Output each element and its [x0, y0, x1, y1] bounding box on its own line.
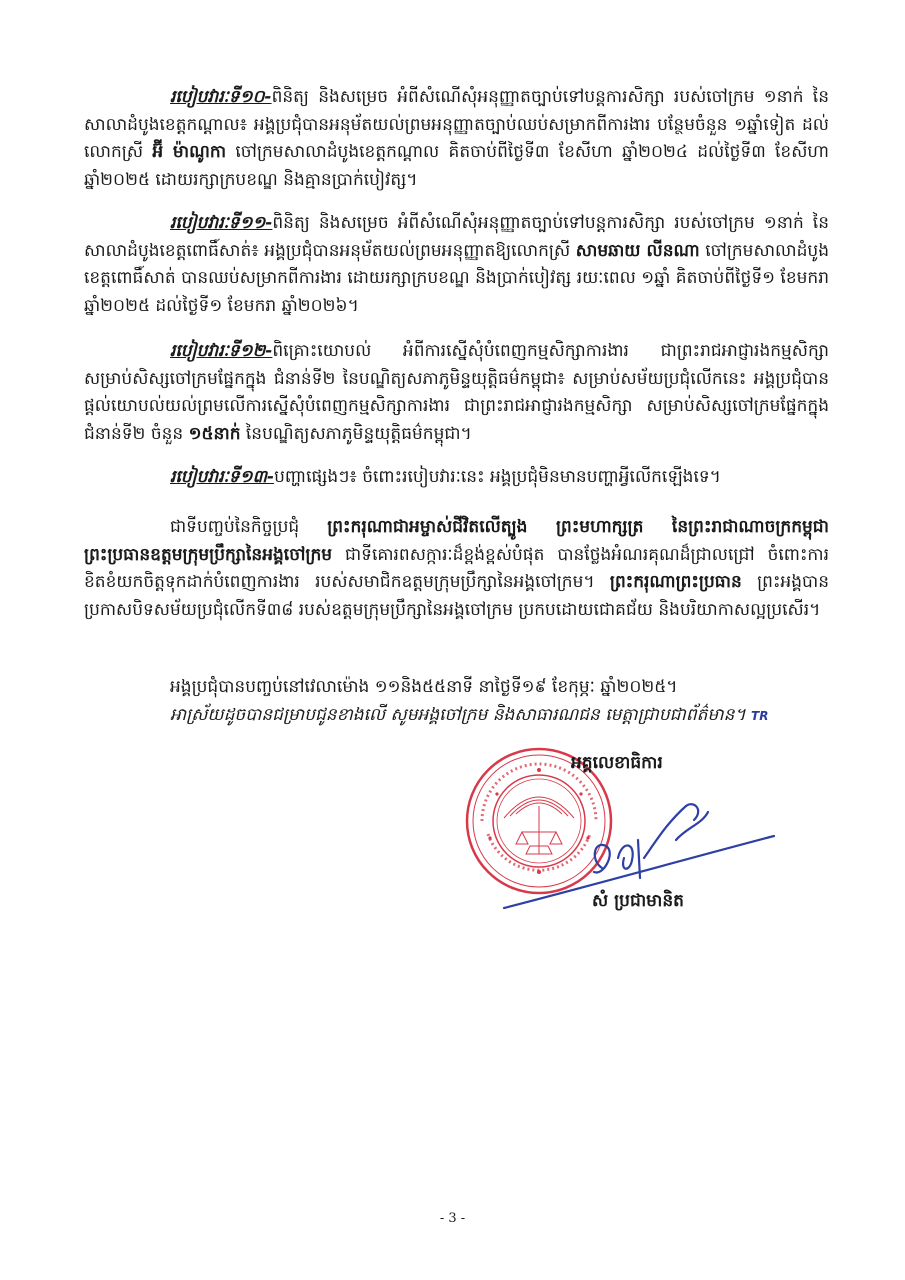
agenda-item-12-count: ១៥នាក់	[188, 423, 241, 444]
agenda-item-12-text-b: នៃបណ្ឌិត្យសភាភូមិន្ទយុត្តិធម៌កម្ពុជា។	[240, 423, 472, 444]
agenda-item-12	[84, 338, 829, 448]
closing-statement	[84, 514, 829, 624]
footnote	[84, 702, 829, 731]
closing-text-a: ជាទីបញ្ចប់នៃកិច្ចប្រជុំ	[170, 517, 328, 537]
signatory-name: សំ ប្រជាមានិត	[592, 891, 684, 911]
agenda-item-11	[84, 210, 829, 320]
footnote-paragraph	[84, 702, 829, 731]
agenda-item-12-text-a: ពិគ្រោះយោបល់ អំពីការស្នើសុំបំពេញកម្មសិក្សាការងារ ជាព្រះរាជអាជ្ញារងកម្មសិក្សា សម្រាប់សិស្សចៅក្រមផ្នែកក្នុង ជំនាន់ទី២ នៃបណ្ឌិត្យសភាភូមិន្ទយុត្តិធម៌កម្ពុជា៖ សម្រាប់សម័យប្រជុំលើកនេះ អង្គប្រជុំបានផ្ដល់យោបល់យល់ព្រមលើការស្នើសុំបំពេញកម្មសិក្សាការងារ ជាព្រះរាជអាជ្ញារងកម្មសិក្សា សម្រាប់សិស្សចៅក្រមផ្នែកក្នុង ជំនាន់ទី២ ចំនួន	[84, 341, 829, 444]
agenda-item-13-label: របៀបវារៈទី១៣-	[170, 467, 275, 487]
agenda-item-12-label: របៀបវារៈទី១២-	[170, 341, 273, 361]
closing-text-c: ព្រះអង្គបានប្រកាសបិទសម័យប្រជុំលើកទី៣៨ របស់ឧត្ដមក្រុមប្រឹក្សានៃអង្គចៅក្រម ប្រកបដោយជោគជ័យ និងបរិយាកាសល្អប្រសើរ។	[84, 572, 829, 620]
agenda-item-10	[84, 84, 829, 194]
signatory-title: អគ្គលេខាធិការ	[571, 753, 663, 773]
footnote-text: អាស្រ័យដូចបានជម្រាបជូនខាងលើ សូមអង្គចៅក្រម និងសាធារណជន មេត្តាជ្រាបជាព័ត៌មាន។	[170, 705, 746, 725]
initials-mark: TR	[751, 709, 769, 723]
agenda-item-10-paragraph	[84, 84, 829, 194]
agenda-item-13-text: បញ្ហាផ្សេងៗ៖ ចំពោះរបៀបវារៈនេះ អង្គប្រជុំមិនមានបញ្ហាអ្វីលើកឡើងទេ។	[274, 467, 721, 487]
agenda-item-11-text-b: ចៅក្រមសាលាដំបូងខេត្តពោធិ៍សាត់ បានឈប់សម្រាកពីការងារ ដោយរក្សាក្របខណ្ឌ និងប្រាក់បៀវត្ស រយៈពេល ១ឆ្នាំ គិតចាប់ពីថ្ងៃទី១ ខែមករា ឆ្នាំ២០២៥ ដល់ថ្ងៃទី១ ខែមករា ឆ្នាំ២០២៦។	[84, 240, 830, 316]
agenda-item-10-text-b: ចៅក្រមសាលាដំបូងខេត្តកណ្ដាល គិតចាប់ពីថ្ងៃទី៣ ខែសីហា ឆ្នាំ២០២៤ ដល់ថ្ងៃទី៣ ខែសីហា ឆ្នាំ២០២៥ ដោយរក្សាក្របខណ្ឌ និងគ្មានប្រាក់បៀវត្ស។	[84, 142, 829, 190]
closing-paragraph	[84, 514, 829, 624]
meeting-end-line	[84, 674, 829, 702]
agenda-item-11-name: សាមឆាយ លីនណា	[575, 240, 700, 261]
closing-royal-title: ព្រះករុណាជាអម្ចាស់ជីវិតលើត្បូង ព្រះមហាក្សត្រ នៃព្រះរាជាណាចក្រកម្ពុជា ព្រះប្រធានឧត្ដមក្រុមប្រឹក្សានៃអង្គចៅក្រម	[84, 517, 829, 565]
agenda-item-10-label: របៀបវារៈទី១០-	[170, 87, 272, 107]
agenda-item-11-text-a: ពិនិត្យ និងសម្រេច អំពីសំណើសុំអនុញ្ញាតច្បាប់ទៅបន្តការសិក្សា របស់ចៅក្រម ១នាក់ នៃសាលាដំបូងខេត្តពោធិ៍សាត់៖ អង្គប្រជុំបានអនុម័តយល់ព្រមអនុញ្ញាតឱ្យលោកស្រី	[84, 213, 829, 261]
agenda-item-13	[84, 464, 829, 492]
agenda-item-11-paragraph	[84, 210, 829, 320]
agenda-item-10-text-a: ពិនិត្យ និងសម្រេច អំពីសំណើសុំអនុញ្ញាតច្បាប់ទៅបន្តការសិក្សា របស់ចៅក្រម ១នាក់ នៃសាលាដំបូងខេត្តកណ្ដាល៖ អង្គប្រជុំបានអនុម័តយល់ព្រមអនុញ្ញាតច្បាប់ឈប់សម្រាកពីការងារ បន្ថែមចំនួន ១ឆ្នាំទៀត ដល់លោកស្រី	[84, 87, 829, 162]
agenda-item-12-paragraph	[84, 338, 829, 448]
closing-text-b: ជាទីគោរពសក្ការៈដ៏ខ្ពង់ខ្ពស់បំផុត បានថ្លែងអំណរគុណដ៏ជ្រាលជ្រៅ ចំពោះការខិតខំយកចិត្តទុកដាក់បំពេញការងារ របស់សមាជិកឧត្ដមក្រុមប្រឹក្សានៃអង្គចៅក្រម។	[84, 544, 829, 592]
page-number: - 3 -	[439, 1211, 466, 1226]
agenda-item-10-name: អ៊ី ម៉ាណូកា	[152, 142, 227, 162]
agenda-item-11-label: របៀបវារៈទី១១-	[170, 213, 273, 233]
closing-president-title: ព្រះករុណាព្រះប្រធាន	[609, 572, 742, 592]
meeting-end-text: អង្គប្រជុំបានបញ្ចប់នៅវេលាម៉ោង ១១និង៥៥នាទី នាថ្ងៃទី១៩ ខែកុម្ភៈ ឆ្នាំ២០២៥។	[170, 677, 678, 697]
agenda-item-13-paragraph	[84, 464, 829, 492]
